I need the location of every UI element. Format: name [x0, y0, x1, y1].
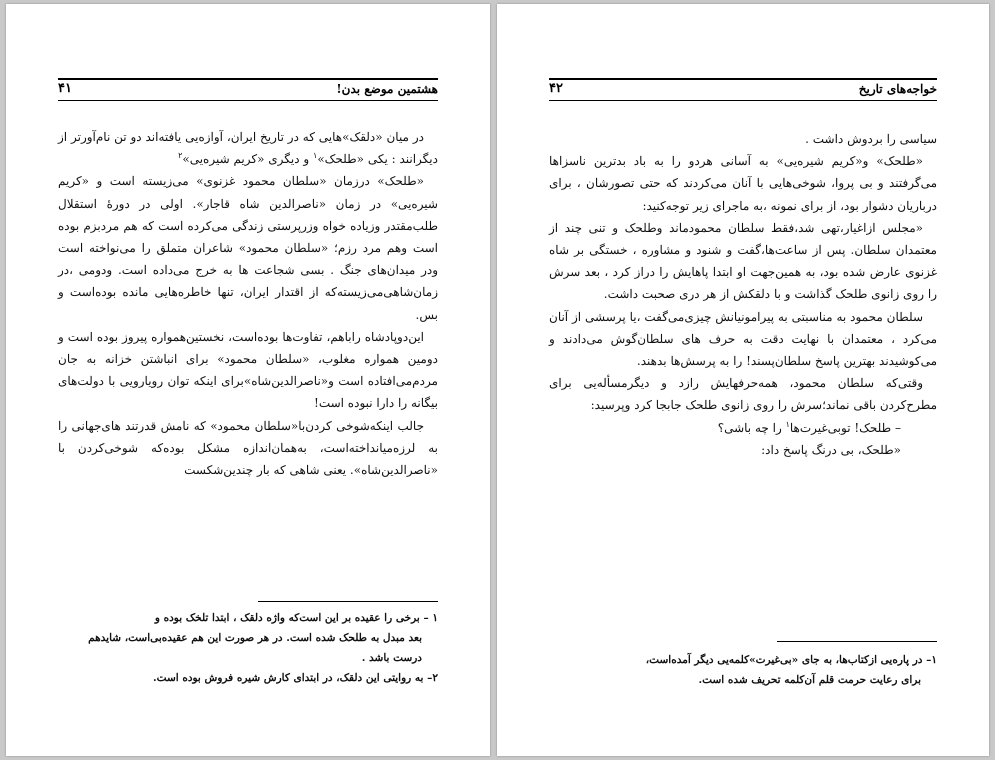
page-number: ۴۲: [549, 81, 563, 96]
header-rule: [549, 78, 937, 80]
running-title: خواجه‌های تاریخ: [858, 82, 937, 96]
body-text: [549, 128, 937, 461]
footnotes: [58, 608, 438, 688]
left-page: [6, 4, 490, 756]
dialog-line: «طلحک، بی درنگ پاسخ داد:: [761, 442, 901, 457]
paragraph: «طلحک» و«کریم شیره‌یی» به آسانی هردو را به باد بدترین ناسزاها می‌گرفتند و بی پروا، شوخی‌هایی با آنان می‌کردند که حتی تصورشان ، برای درباریان دشوار بود، از برای نمونه ،به ماجرای زیر توجه‌کنید:: [549, 154, 937, 213]
footnote: ۲– به روایتی این دلقک، در ابتدای کارش شیره فروش بوده است.: [152, 672, 438, 684]
paragraph: وقتی‌که سلطان محمود، همه‌حرفهایش رازد و دیگرمسأله‌یی برای مطرح‌کردن باقی نماند؛سرش را روی زانوی طلحک جابجا کرد وپرسید:: [549, 376, 937, 413]
paragraph: «طلحک» درزمان «سلطان محمود غزنوی» می‌زیسته است و «کریم شیره‌یی» در زمان «ناصرالدین شاه قاجار». اولی در دورهٔ استقلال طلب‌مقتدر وزیاده خواه وزرپرستی زندگی می‌کرده است که هم مردبزم بوده است وهم مرد رزم؛ «سلطان محمود» شاعران متملق را می‌نواخته است ودر میدان‌های جنگ . بسی شجاعت ها به خرج می‌داده است. ودومی ،در زمان‌شاهی‌می‌زیسته‌که از اقتدار ایران، تنها خاطره‌هایی مانده بوده‌است و بس.: [58, 174, 438, 322]
paragraph: جالب اینکه‌شوخی کردن‌با«سلطان محمود» که نامش قدرتند های‌جهانی را به لرزه‌میانداخته‌است، به‌همان‌اندازه مشکل بوده‌که شوخی‌کردن با «ناصرالدین‌شاه». یعنی شاهی که بار چندین‌شکست: [58, 418, 438, 478]
paragraph: «مجلس ازاغیار،تهی شد،فقط سلطان محمودماند وطلحک و تنی چند از معتمدان سلطان. پس از ساعت‌ها،گفت و شنود و مشاوره ، خستگی بر شاه غزنوی عارض شده بود، به همین‌جهت او ابتدا پاهایش را دراز کرد ، بعد سرش را روی زانوی طلحک گذاشت و با دلقکش از هر دری صحبت داشت.: [549, 220, 937, 302]
header-rule: [58, 100, 438, 101]
paragraph: سیاسی را بردوش داشت .: [805, 132, 937, 146]
page-header: [549, 72, 937, 102]
footnote: ۱ – برخی را عقیده بر این است‌که واژه دلقک ، ابتدا تلخک بوده و: [154, 612, 438, 624]
page-header: [58, 72, 438, 102]
dialog-line: – طلحک! توبی‌غیرت‌ها$^۱$ را چه باشی؟: [717, 419, 901, 435]
footnote-continuation: برای رعایت حرمت قلم آن‌کلمه تحریف شده است.: [698, 674, 921, 686]
header-rule: [549, 100, 937, 101]
paragraph: این‌دوپادشاه رابا‌هم، تفاوت‌ها بوده‌است، نخستین‌همواره پیروز بوده است و دومین همواره مغلوب، «سلطان محمود» برای انباشتن خزانه به جان مردم‌می‌افتاده است و«ناصرالدین‌شاه»برای اینکه توان رویارویی با دولت‌های بیگانه را دارا نبوده است!: [58, 329, 438, 411]
paragraph: سلطان محمود به مناسبتی به پیرامونیانش چیزی‌می‌گفت ،یا پرسشی از آنان می‌کرد ، معتمدان با نهایت دقت به حرف های سلطان‌گوش می‌دادند و می‌کوشیدند بهترین پاسخ سلطان‌پسند! را به پرسش‌ها بدهند.: [549, 309, 937, 369]
footnote: ۱– در پاره‌یی ازکتاب‌ها، به جای «بی‌غیرت»کلمه‌یی دیگر آمده‌است،: [645, 654, 937, 666]
page-number: ۴۱: [58, 81, 72, 96]
running-title: هشتمین موضع بدن!: [336, 82, 438, 96]
footnote-rule: [777, 641, 937, 642]
paragraph: در میان «دلقک»هایی که در تاریخ ایران، آوازه‌یی یافته‌اند دو تن نام‌آورتر از دیگرانند : یکی «طلحک»$^۱$ و دیگری «کریم شیره‌یی»$^۲$: [58, 130, 438, 167]
footnote-continuation: بعد مبدل به طلحک شده است. در هر صورت این هم عقیده‌بی‌است، شایدهم درست باشد .: [88, 632, 422, 664]
body-text: [58, 126, 438, 481]
footnotes: [549, 650, 937, 690]
header-rule: [58, 78, 438, 80]
right-page: [497, 4, 989, 756]
footnote-rule: [258, 601, 438, 602]
